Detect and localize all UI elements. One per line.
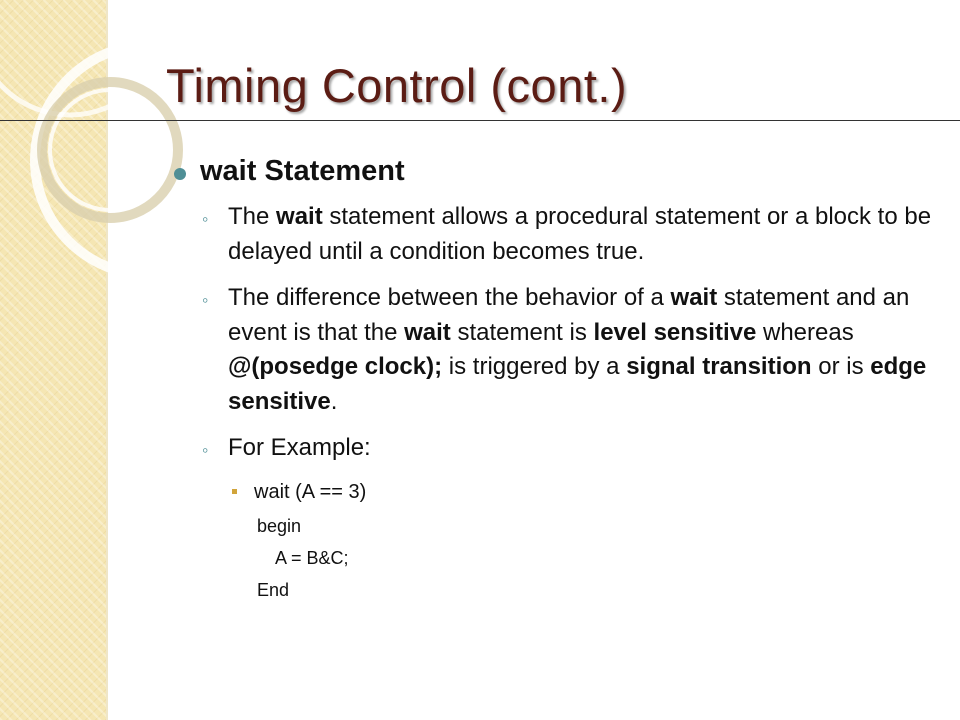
square-bullet-icon xyxy=(232,489,237,494)
sub-bullet-example xyxy=(174,431,944,466)
text: . xyxy=(330,387,338,415)
text: statement allows a procedural statement or a block to be delayed until a condition becomes true. xyxy=(228,203,932,265)
code-line-begin: begin xyxy=(257,515,302,536)
text: is triggered by a xyxy=(442,353,627,380)
example-bullet xyxy=(174,478,944,506)
code-block xyxy=(174,510,944,606)
code-line-assign: A = B&C; xyxy=(275,547,349,568)
text: statement and an event is that the xyxy=(228,284,910,346)
bold-text: wait xyxy=(276,203,323,230)
title-divider xyxy=(0,120,960,121)
ring-bullet-icon: ◦ xyxy=(202,440,209,460)
bullet-wait-statement xyxy=(174,155,944,188)
text: whereas xyxy=(756,318,854,346)
slide-title: Timing Control (cont.) xyxy=(166,59,628,112)
bold-text: wait xyxy=(670,284,718,311)
text: or is xyxy=(811,353,871,380)
bullet-text: wait Statement xyxy=(200,155,405,187)
example-code-line: wait (A == 3) xyxy=(254,480,367,503)
ring-bullet-icon: ◦ xyxy=(202,290,209,310)
bold-text: edge sensitive xyxy=(228,353,927,415)
text: For Example: xyxy=(228,434,371,461)
sub-bullet-description xyxy=(174,200,944,269)
code-line-end: End xyxy=(257,579,290,600)
bold-text: wait xyxy=(404,318,451,346)
ring-bullet-icon: ◦ xyxy=(202,209,209,229)
bold-text: level sensitive xyxy=(593,318,757,346)
text: The xyxy=(228,203,277,230)
filled-circle-bullet-icon xyxy=(174,168,186,180)
text: The difference between the behavior of a xyxy=(228,284,671,311)
sub-bullet-difference xyxy=(174,281,944,419)
bold-text: @(posedge clock); xyxy=(228,353,443,380)
slide-content xyxy=(174,155,944,606)
bold-text: signal transition xyxy=(626,353,812,380)
text: statement is xyxy=(450,318,594,346)
